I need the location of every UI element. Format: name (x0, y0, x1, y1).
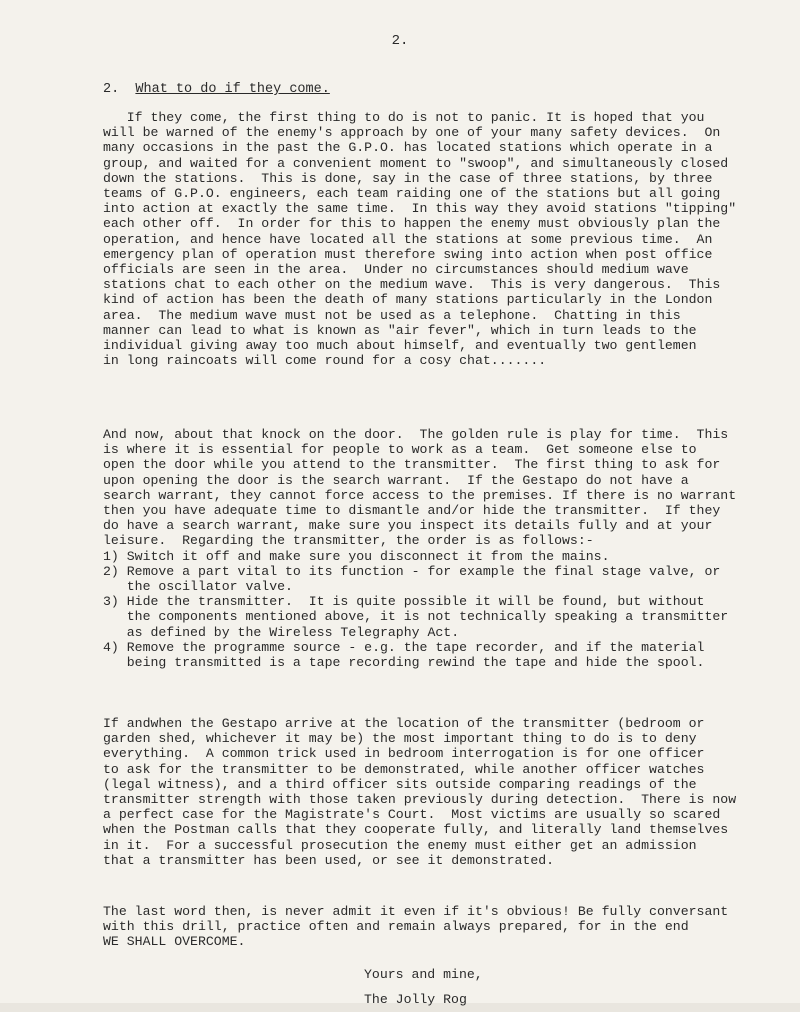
signature: The Jolly Rog (364, 992, 467, 1007)
text-line: is where it is essential for people to work as a team. Get someone else to (103, 442, 697, 458)
text-line: everything. A common trick used in bedroom interrogation is for one officer (103, 746, 705, 762)
text-line: that a transmitter has been used, or see it demonstrated. (103, 852, 555, 868)
text-line: stations chat to each other on the medium wave. This is very dangerous. This (103, 277, 721, 293)
text-line: then you have adequate time to dismantle and/or hide the transmitter. If they (103, 503, 721, 519)
text-line: area. The medium wave must not be used as a telephone. Chatting in this (103, 307, 681, 323)
text-line: garden shed, whichever it may be) the most important thing to do is to deny (103, 731, 697, 747)
text-line: And now, about that knock on the door. The golden rule is play for time. This (103, 427, 729, 442)
section-title: What to do if they come. (135, 82, 330, 97)
text-line: with this drill, practice often and remain always prepared, for in the end (103, 919, 689, 935)
text-line: to ask for the transmitter to be demonstrated, while another officer watches (103, 761, 705, 777)
text-line: down the stations. This is done, say in the case of three stations, by three (103, 170, 713, 186)
text-line: 4) Remove the programme source - e.g. the tape recorder, and if the material (103, 639, 705, 655)
text-line: individual giving away too much about himself, and eventually two gentlemen (103, 338, 697, 354)
text-line: in it. For a successful prosecution the enemy must either get an admission (103, 837, 697, 853)
text-line: group, and waited for a convenient moment to "swoop", and simultaneously closed (103, 155, 729, 171)
valediction: Yours and mine, (364, 967, 483, 982)
text-line: the components mentioned above, it is not technically speaking a transmitter (103, 609, 729, 625)
paragraph-4 (103, 904, 775, 950)
text-line: search warrant, they cannot force access to the premises. If there is no warrant (103, 487, 737, 503)
text-line: 2) Remove a part vital to its function - for example the final stage valve, or (103, 563, 721, 579)
text-line: in long raincoats will come round for a cosy chat....... (103, 353, 547, 369)
text-line: (legal witness), and a third officer sits outside comparing readings of the (103, 776, 697, 792)
text-line: as defined by the Wireless Telegraphy Act. (103, 624, 460, 640)
text-line: If they come, the first thing to do is not to panic. It is hoped that you (103, 110, 705, 125)
text-line: into action at exactly the same time. In this way they avoid stations "tipping" (103, 201, 737, 217)
text-line: kind of action has been the death of many stations particularly in the London (103, 292, 713, 308)
paragraph-3 (103, 716, 775, 868)
text-line: officials are seen in the area. Under no circumstances should medium wave (103, 262, 689, 278)
text-line: WE SHALL OVERCOME. (103, 934, 246, 950)
text-line: transmitter strength with those taken previously during detection. There is now (103, 792, 737, 808)
text-line: operation, and hence have located all the stations at some previous time. An (103, 231, 713, 247)
text-line: the oscillator valve. (103, 579, 293, 595)
text-line: 1) Switch it off and make sure you disconnect it from the mains. (103, 548, 610, 564)
paragraph-1 (103, 110, 775, 368)
page-number: 2. (391, 33, 409, 49)
text-line: leisure. Regarding the transmitter, the order is as follows:- (103, 533, 594, 549)
text-line: will be warned of the enemy's approach by one of your many safety devices. On (103, 125, 721, 141)
text-line: when the Postman calls that they cooperate fully, and literally land themselves (103, 822, 729, 838)
text-line: each other off. In order for this to happen the enemy must obviously plan the (103, 216, 721, 232)
text-line: do have a search warrant, make sure you inspect its details fully and at your (103, 518, 713, 534)
text-line: many occasions in the past the G.P.O. has located stations which operate in a (103, 140, 713, 156)
section-heading (103, 82, 330, 97)
text-line: The last word then, is never admit it even if it's obvious! Be fully conversant (103, 904, 729, 919)
text-line: teams of G.P.O. engineers, each team raiding one of the stations but all going (103, 186, 721, 202)
text-line: upon opening the door is the search warrant. If the Gestapo do not have a (103, 472, 689, 488)
text-line: open the door while you attend to the transmitter. The first thing to ask for (103, 457, 721, 473)
text-line: If andwhen the Gestapo arrive at the location of the transmitter (bedroom or (103, 716, 705, 731)
paragraph-2 (103, 427, 775, 670)
text-line: a perfect case for the Magistrate's Court. Most victims are usually so scared (103, 807, 721, 823)
text-line: manner can lead to what is known as "air fever", which in turn leads to the (103, 322, 697, 338)
text-line: emergency plan of operation must therefore swing into action when post office (103, 246, 713, 262)
text-line: being transmitted is a tape recording rewind the tape and hide the spool. (103, 655, 705, 671)
section-number: 2. (103, 82, 120, 97)
closing (364, 962, 483, 1012)
text-line: 3) Hide the transmitter. It is quite possible it will be found, but without (103, 594, 705, 610)
